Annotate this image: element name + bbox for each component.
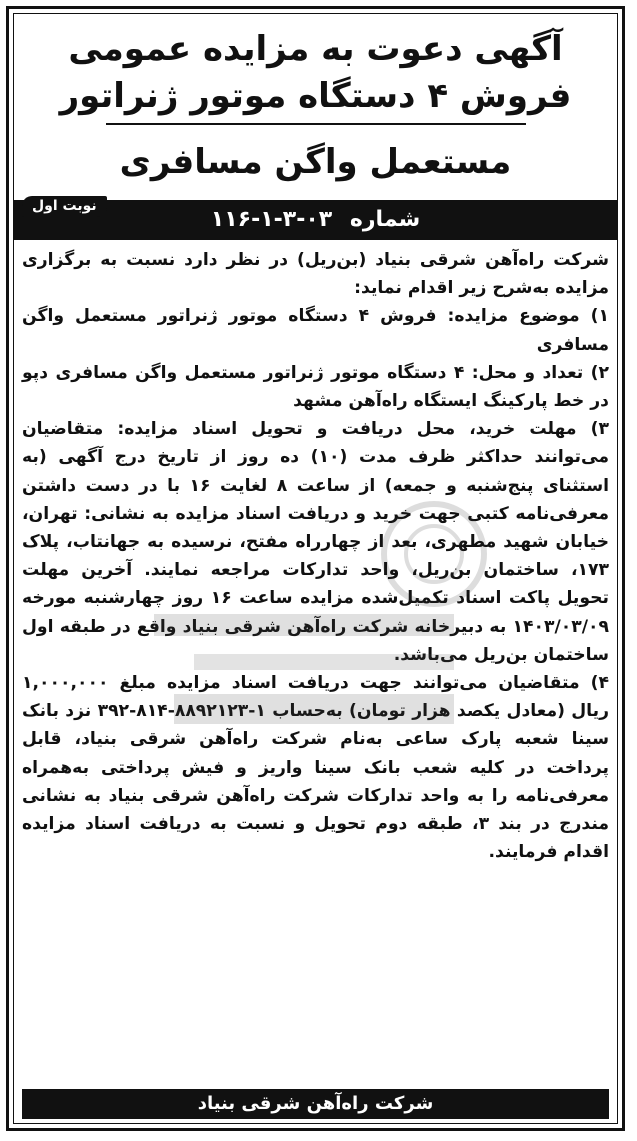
intro-paragraph: شرکت راه‌آهن شرقی بنیاد (بن‌ریل) در نظر دارد نسبت به برگزاری مزایده به‌شرح زیر اقدام نماید: xyxy=(22,250,609,299)
item-4-text: متقاضیان می‌توانند جهت دریافت اسناد مزایده مبلغ ۱,۰۰۰,۰۰۰ ریال (معادل یکصد هزار تومان) به‌حساب ۱-۸۸۹۲۱۲۳-۸۱۴-۳۹۲ نزد بانک سینا شعبه پارک ساعی به‌نام شرکت راه‌آهن شرقی بنیاد، قابل پرداخت در کلیه شعب بانک سینا واریز و فیش پرداختی به‌همراه معرفی‌نامه را به واحد تدارکات شرکت راه‌آهن شرقی بنیاد به نشانی مندرج در بند ۳، طبقه دوم تحویل و نسبت به دریافت اسناد مزایده اقدام فرمایند. xyxy=(22,673,610,863)
item-3-text: متقاضیان می‌توانند حداکثر ظرف مدت (۱۰) ده روز از تاریخ درج آگهی (به استثنای پنج‌شنبه و جمعه) از ساعت ۸ لغایت ۱۶ با در دست داشتن معرفی‌نامه کتبی جهت خرید و دریافت اسناد مزایده به نشانی: تهران، خیابان شهید مطهری، بعد از چهارراه مفتح، نرسیده به جهانتاب، پلاک ۱۷۳، ساختمان بن‌ریل، واحد تدارکات مراجعه نمایند. آخرین مهلت تحویل پاکت اسناد تکمیل‌شده مزایده ساعت ۱۶ روز چهارشنبه مورخه ۱۴۰۳/۰۳/۰۹ به دبیرخانه شرکت راه‌آهن شرقی بنیاد واقع در طبقه اول ساختمان بن‌ریل می‌باشد. xyxy=(22,419,609,665)
notice-inner-border xyxy=(13,13,618,1124)
title-line-3: مستعمل واگن مسافری xyxy=(119,142,512,182)
item-2-text: ۴ دستگاه موتور ژنراتور مستعمل واگن مسافری دپو در خط پارکینگ ایستگاه راه‌آهن مشهد xyxy=(22,362,609,412)
item-3-heading: ۳) مهلت خرید، محل دریافت و تحویل اسناد مزایده: xyxy=(117,419,609,440)
item-4 xyxy=(22,669,609,866)
item-2 xyxy=(22,359,609,415)
title-line-2: فروش ۴ دستگاه موتور ژنراتور xyxy=(59,75,572,116)
item-3 xyxy=(22,415,609,669)
notice-number-value: ۰۳-۳-۱-۱۱۶ xyxy=(210,207,333,232)
notice-body xyxy=(22,246,609,866)
notice-frame xyxy=(6,6,625,1131)
item-4-heading: ۴) xyxy=(590,673,609,694)
round-badge: نوبت اول xyxy=(22,196,107,217)
footer-bar: شرکت راه‌آهن شرقی بنیاد xyxy=(22,1089,609,1119)
item-1-heading: ۱) موضوع مزایده: xyxy=(447,306,609,327)
title-line-1: آگهی دعوت به مزایده عمومی xyxy=(68,29,563,69)
title-divider xyxy=(106,123,526,125)
notice-number-label: شماره xyxy=(349,207,421,232)
item-2-heading: ۲) تعداد و محل: xyxy=(471,362,610,383)
item-1-text: فروش ۴ دستگاه موتور ژنراتور مستعمل واگن مسافری xyxy=(22,306,609,355)
item-1 xyxy=(22,302,609,358)
